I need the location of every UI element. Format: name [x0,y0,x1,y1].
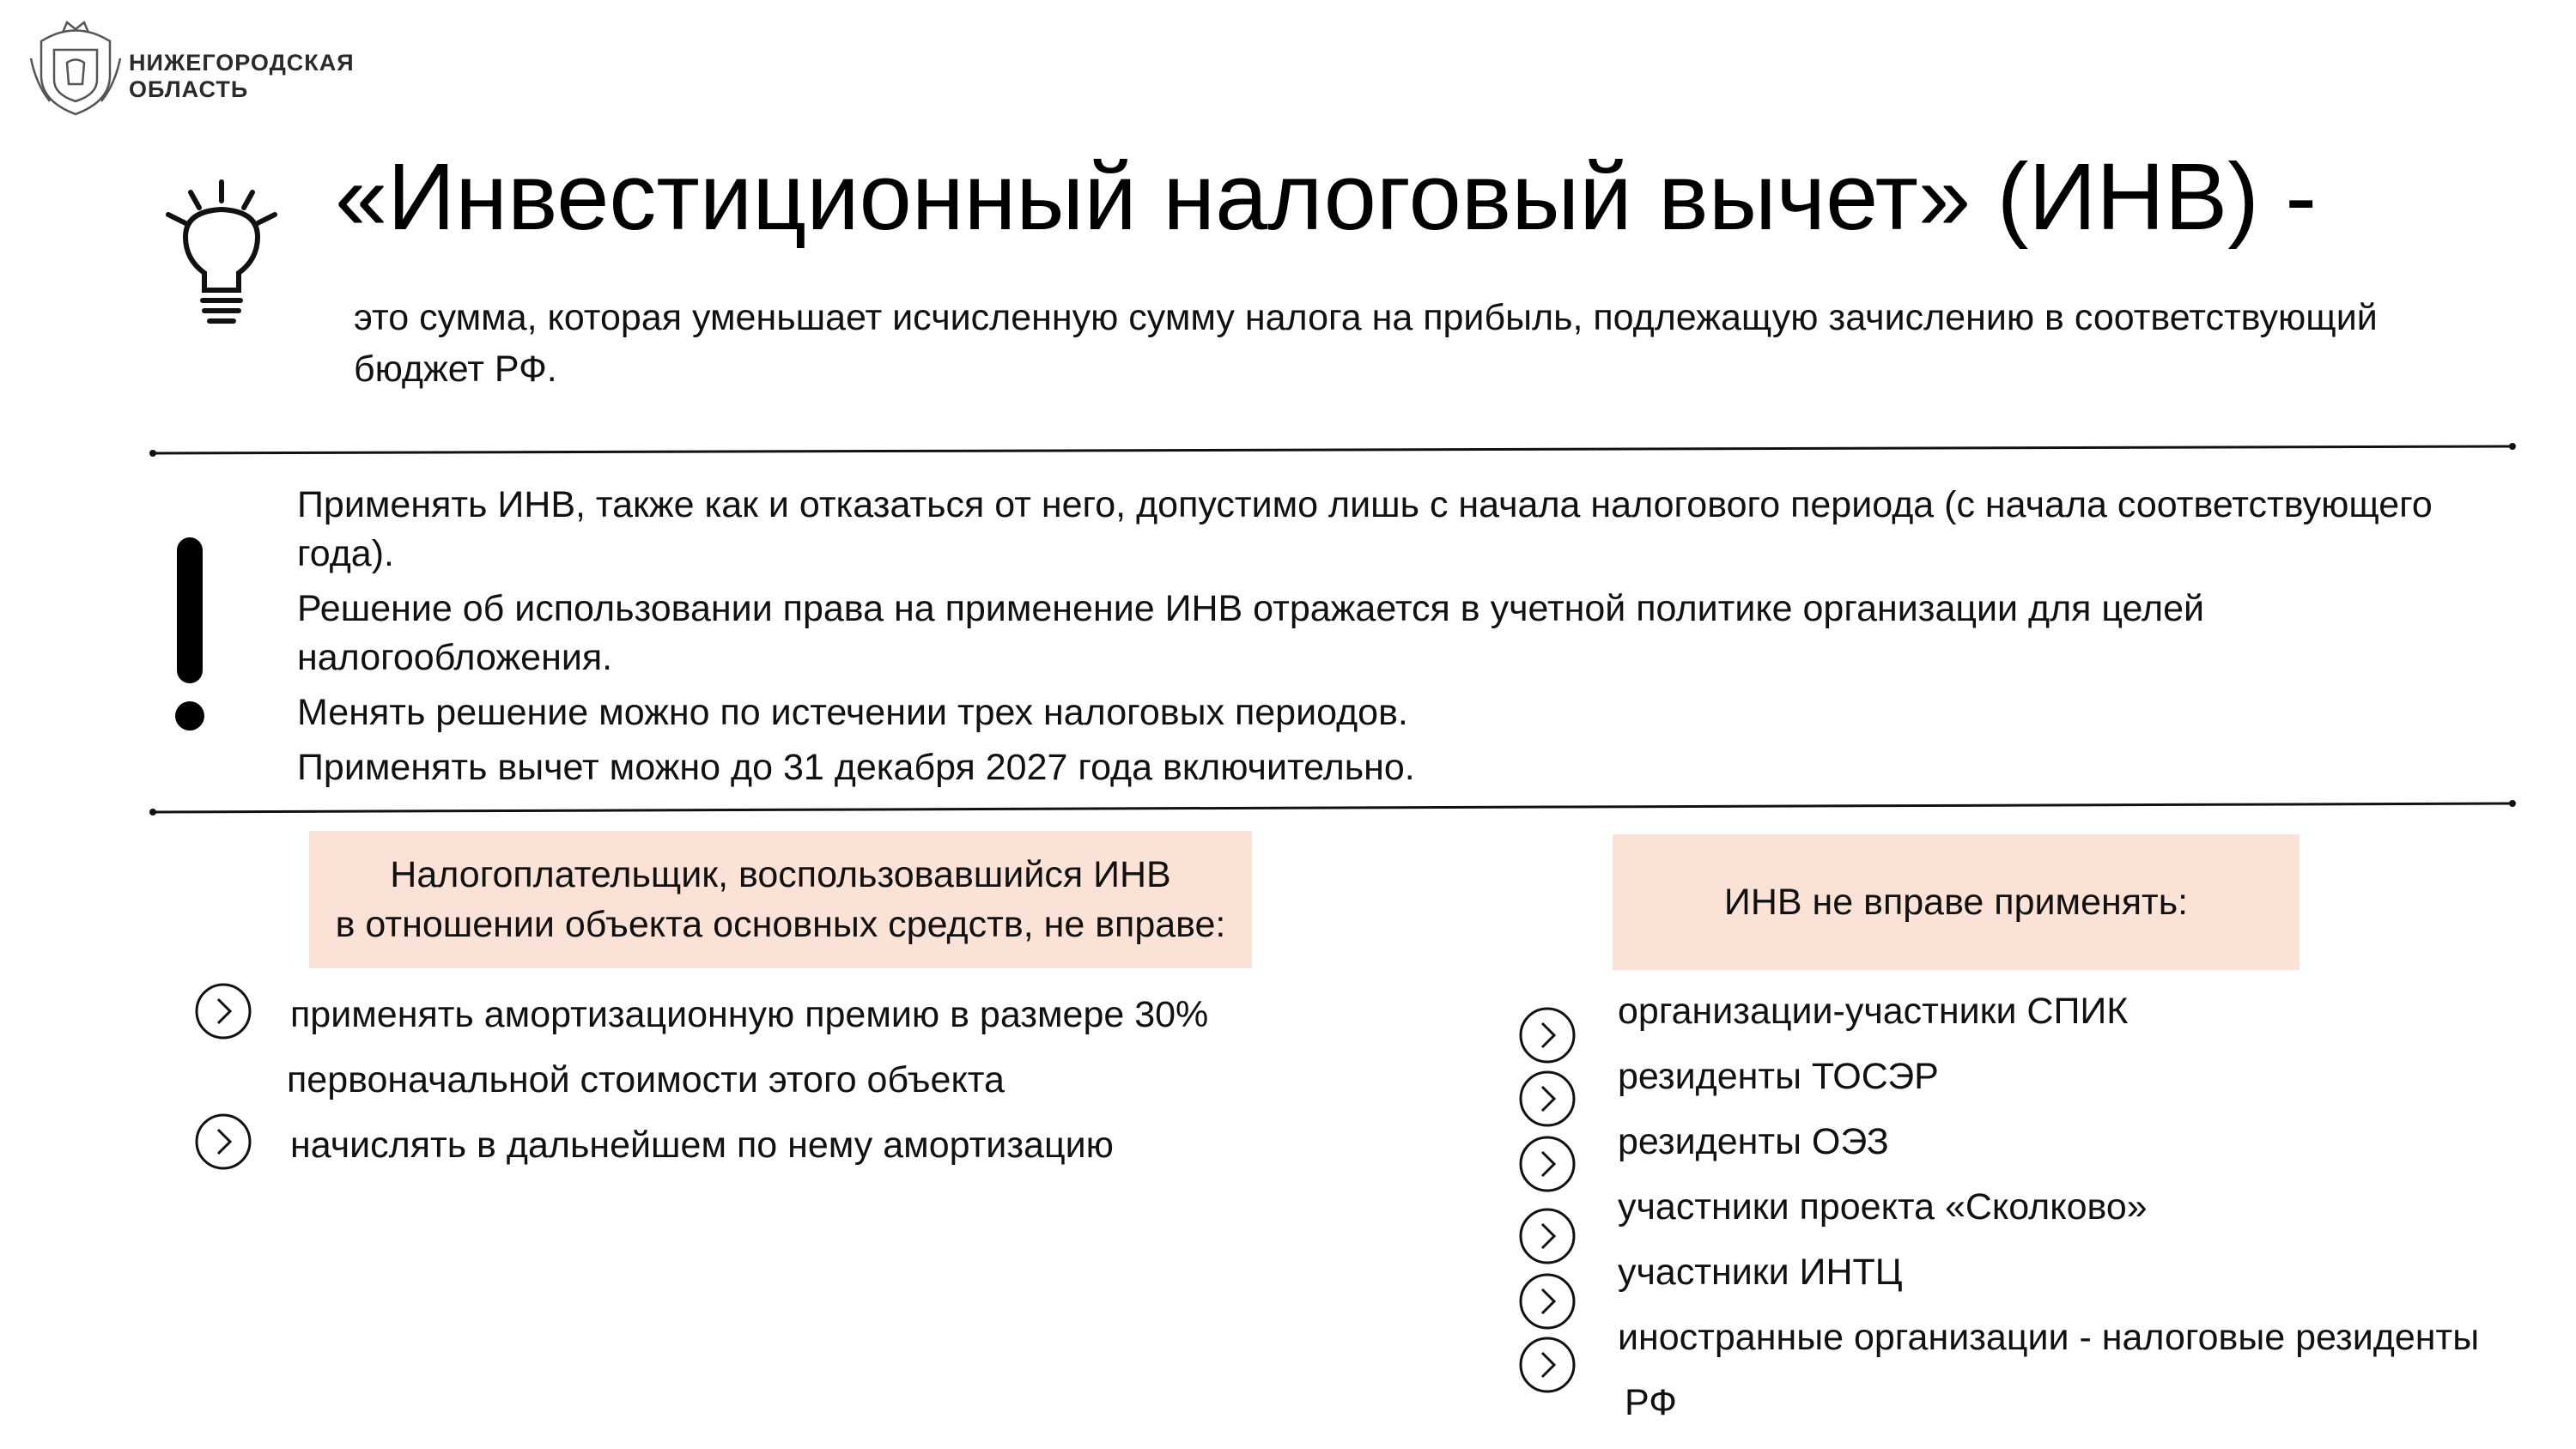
chevron-right-circle-icon [1518,1006,1577,1064]
region-name-line1: НИЖЕГОРОДСКАЯ [129,50,355,76]
rule-item: Применять ИНВ, также как и отказаться от него, допустимо лишь с начала налогового периода (с начала соответствующего года). [297,484,2433,574]
rule-item: Менять решение можно по истечении трех налоговых периодов. [297,692,1408,733]
chevron-right-circle-icon [1518,1336,1577,1394]
chevron-right-circle-icon [1518,1272,1577,1331]
divider-bottom [148,798,2518,819]
left-item-line: первоначальной стоимости этого объекта [287,1059,1005,1100]
rule-item: Решение об использовании права на применение ИНВ отражается в учетной политике организации для целей налогообложения. [297,588,2205,678]
right-list-item: резиденты ОЭЗ [1618,1121,1889,1162]
inv-not-applicable-label: ИНВ не вправе применять: [1723,882,2189,923]
exclamation-icon [172,532,215,738]
chevron-right-circle-icon [194,1113,252,1171]
right-list-item: РФ [1625,1382,1677,1423]
rules-list [297,481,2487,798]
right-list-item: иностранные организации - налоговые резиденты [1618,1317,2480,1358]
chevron-right-circle-icon [1518,1135,1577,1193]
taxpayer-restrictions-line2: в отношении объекта основных средств, не вправе: [335,904,1226,945]
left-item-line: начислять в дальнейшем по нему амортизацию [290,1125,1114,1166]
right-list-item: участники проекта «Сколково» [1618,1186,2148,1228]
definition-text: это сумма, которая уменьшает исчисленную сумму налога на прибыль, подлежащую зачислению в соответствующий бюджет РФ. [354,297,2378,390]
light-bulb-icon [161,170,299,342]
right-list-item: резиденты ТОСЭР [1618,1056,1939,1097]
page-title: «Инвестиционный налоговый вычет» (ИНВ) - [335,144,2318,250]
chevron-right-circle-icon [1518,1207,1577,1265]
inv-not-applicable-header [1613,834,2300,970]
coat-of-arms-icon [24,15,127,118]
divider-top [148,440,2518,460]
taxpayer-restrictions-header [309,831,1252,968]
left-item-line: применять амортизационную премию в размере 30% [290,994,1209,1035]
chevron-right-circle-icon [1518,1070,1577,1128]
rule-item: Применять вычет можно до 31 декабря 2027 года включительно. [297,747,1415,788]
right-list-item: организации-участники СПИК [1618,991,2129,1032]
region-name [129,50,355,103]
taxpayer-restrictions-line1: Налогоплательщик, воспользовавшийся ИНВ [390,854,1171,895]
region-name-line2: ОБЛАСТЬ [129,76,249,102]
chevron-right-circle-icon [194,982,252,1040]
right-list-item: участники ИНТЦ [1618,1252,1903,1293]
